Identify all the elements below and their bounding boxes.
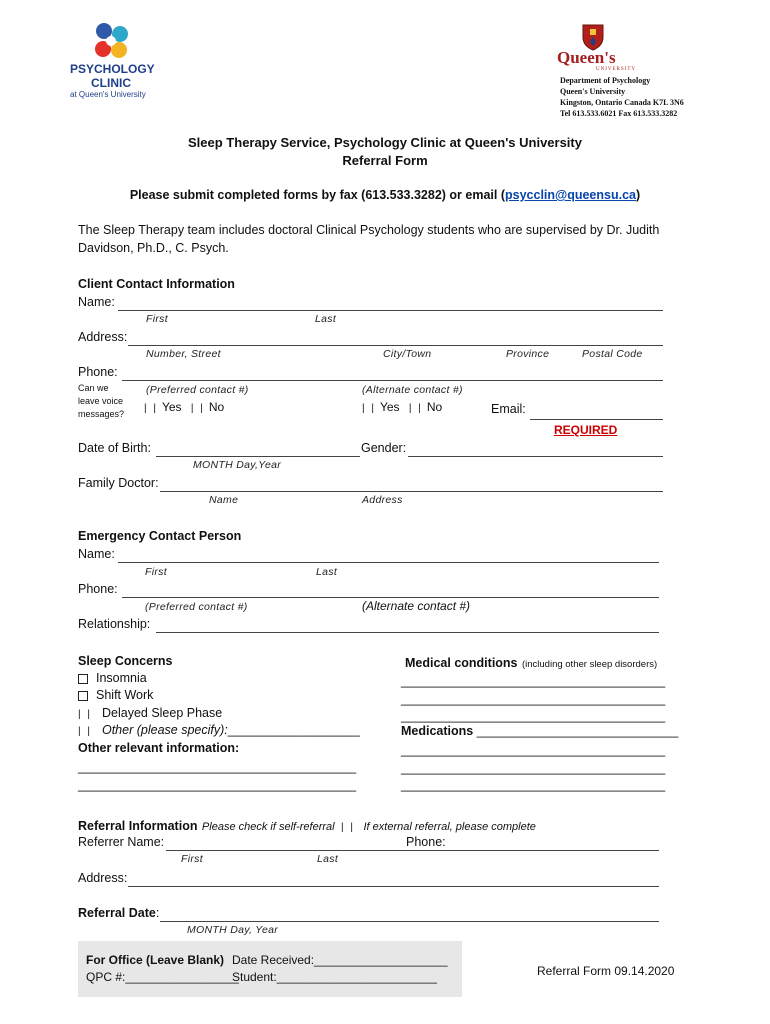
email-label: Email: bbox=[491, 402, 526, 416]
intro-line2: Davidson, Ph.D., C. Psych. bbox=[78, 241, 229, 255]
alternate-voice-options bbox=[362, 400, 442, 414]
email-field[interactable] bbox=[530, 419, 663, 420]
required-note: REQUIRED bbox=[554, 423, 618, 437]
other-checkbox[interactable]: | | bbox=[78, 726, 92, 737]
gender-field[interactable] bbox=[408, 456, 663, 457]
family-doctor-label: Family Doctor: bbox=[78, 476, 159, 490]
client-address-label: Address: bbox=[78, 330, 128, 344]
intro-line1: The Sleep Therapy team includes doctoral Clinical Psychology students who are supervised by Dr. Judith bbox=[78, 223, 660, 237]
voice-line1: Can we bbox=[78, 383, 109, 393]
referral-date-colon: : bbox=[155, 906, 160, 920]
other-label: Other (please specify): bbox=[101, 723, 228, 737]
yes-label: Yes bbox=[161, 400, 182, 414]
relationship-field[interactable] bbox=[156, 632, 659, 633]
dept-line2: Queen's University bbox=[560, 87, 626, 96]
dept-line3: Kingston, Ontario Canada K7L 3N6 bbox=[560, 98, 684, 107]
shift-work-option[interactable] bbox=[78, 688, 153, 702]
queens-wordmark: Queen's bbox=[557, 48, 616, 67]
referrer-address-label: Address: bbox=[78, 871, 128, 885]
clinic-logo-line3: at Queen's University bbox=[70, 90, 146, 99]
form-subtitle: Referral Form bbox=[342, 153, 428, 168]
clinic-logo-line1: PSYCHOLOGY bbox=[70, 62, 155, 76]
delayed-sleep-option[interactable] bbox=[78, 706, 222, 720]
client-heading: Client Contact Information bbox=[78, 277, 235, 291]
city-town-hint: City/Town bbox=[383, 348, 432, 360]
medications-field[interactable]: _____________________________ bbox=[476, 724, 679, 738]
student-row bbox=[232, 970, 437, 984]
insomnia-label: Insomnia bbox=[96, 671, 147, 685]
alt-yes-checkbox[interactable]: | | bbox=[362, 403, 376, 414]
other-info-label: Other relevant information: bbox=[78, 741, 240, 755]
doctor-address-hint: Address bbox=[362, 494, 403, 506]
medications-line1[interactable]: ______________________________________ bbox=[401, 743, 666, 757]
emergency-first-hint: First bbox=[145, 566, 167, 578]
medical-heading-text: Medical conditions bbox=[405, 656, 518, 670]
medical-line3[interactable]: ______________________________________ bbox=[401, 709, 666, 723]
preferred-voice-options bbox=[144, 400, 224, 414]
queens-crest-icon bbox=[581, 23, 605, 51]
medical-line2[interactable]: ______________________________________ bbox=[401, 692, 666, 706]
doctor-name-hint: Name bbox=[209, 494, 239, 506]
emergency-heading: Emergency Contact Person bbox=[78, 529, 242, 543]
sleep-concerns-heading: Sleep Concerns bbox=[78, 654, 173, 668]
client-phone-field[interactable] bbox=[122, 380, 663, 381]
referral-heading-row bbox=[78, 817, 536, 835]
medications-label: Medications bbox=[401, 724, 474, 738]
dob-field[interactable] bbox=[156, 456, 360, 457]
referrer-address-field[interactable] bbox=[128, 886, 659, 887]
alt-no-checkbox[interactable]: | | bbox=[408, 403, 423, 414]
external-referral-note: If external referral, please complete bbox=[363, 821, 536, 833]
preferred-contact-hint: (Preferred contact #) bbox=[146, 384, 249, 396]
client-last-hint: Last bbox=[315, 313, 337, 325]
voice-line2: leave voice bbox=[78, 396, 124, 406]
self-referral-note: Please check if self-referral bbox=[201, 821, 335, 833]
client-phone-label: Phone: bbox=[78, 365, 118, 379]
medical-line1[interactable]: ______________________________________ bbox=[401, 674, 666, 688]
alt-no-label: No bbox=[426, 400, 443, 414]
emergency-name-field[interactable] bbox=[118, 562, 659, 563]
queens-university-small: UNIVERSITY bbox=[596, 67, 636, 72]
shift-work-label: Shift Work bbox=[96, 688, 154, 702]
shift-work-checkbox[interactable] bbox=[78, 691, 88, 701]
referral-date-format-hint: MONTH Day, Year bbox=[187, 924, 279, 936]
qpc-row bbox=[86, 970, 239, 984]
client-address-field[interactable] bbox=[128, 345, 663, 346]
no-checkbox[interactable]: | | bbox=[190, 403, 205, 414]
other-info-line1[interactable]: ________________________________________ bbox=[78, 760, 357, 774]
emergency-name-label: Name: bbox=[78, 547, 115, 561]
relationship-label: Relationship: bbox=[78, 617, 151, 631]
postal-code-hint: Postal Code bbox=[582, 348, 643, 360]
alt-yes-label: Yes bbox=[379, 400, 400, 414]
referral-date-label: Referral Date bbox=[78, 906, 156, 920]
referrer-last-hint: Last bbox=[317, 853, 339, 865]
medications-row bbox=[401, 724, 678, 738]
email-link[interactable]: psycclin@queensu.ca bbox=[505, 188, 636, 202]
clinic-logo-icon bbox=[90, 20, 132, 62]
medical-conditions-heading bbox=[405, 654, 657, 672]
client-name-field[interactable] bbox=[118, 310, 663, 311]
referral-heading: Referral Information bbox=[78, 819, 198, 833]
insomnia-checkbox[interactable] bbox=[78, 674, 88, 684]
clinic-logo-line2: CLINIC bbox=[91, 76, 131, 90]
referrer-phone-label: Phone: bbox=[406, 835, 446, 849]
province-hint: Province bbox=[506, 348, 550, 360]
department-address bbox=[560, 75, 684, 119]
student-label: Student: bbox=[232, 970, 277, 984]
submit-prefix: Please submit completed forms by fax (613.533.3282) or email ( bbox=[129, 188, 505, 202]
emergency-phone-field[interactable] bbox=[122, 597, 659, 598]
form-title: Sleep Therapy Service, Psychology Clinic at Queen's University bbox=[188, 135, 582, 150]
date-received-label: Date Received: bbox=[232, 953, 315, 967]
emergency-last-hint: Last bbox=[316, 566, 338, 578]
insomnia-option[interactable] bbox=[78, 671, 147, 685]
emergency-preferred-hint: (Preferred contact #) bbox=[145, 601, 248, 613]
office-title: For Office (Leave Blank) bbox=[86, 953, 225, 967]
number-street-hint: Number, Street bbox=[146, 348, 221, 360]
yes-checkbox[interactable]: | | bbox=[144, 403, 158, 414]
referrer-first-hint: First bbox=[181, 853, 203, 865]
alternate-contact-hint: (Alternate contact #) bbox=[362, 384, 463, 396]
office-use-box bbox=[78, 941, 462, 997]
referrer-name-label: Referrer Name: bbox=[78, 835, 165, 849]
dob-label: Date of Birth: bbox=[78, 441, 151, 455]
referral-date-row bbox=[78, 906, 159, 920]
submit-suffix: ) bbox=[636, 188, 641, 202]
other-info-line2[interactable]: ________________________________________ bbox=[78, 778, 357, 792]
other-specify-field[interactable]: ___________________ bbox=[227, 723, 360, 737]
delayed-sleep-label: Delayed Sleep Phase bbox=[101, 706, 223, 720]
gender-label: Gender: bbox=[361, 441, 407, 455]
qpc-label: QPC #: bbox=[86, 970, 126, 984]
medications-line2[interactable]: ______________________________________ bbox=[401, 761, 666, 775]
self-referral-checkbox[interactable]: | | bbox=[341, 822, 356, 833]
dept-line1: Department of Psychology bbox=[560, 76, 651, 85]
delayed-sleep-checkbox[interactable]: | | bbox=[78, 709, 92, 720]
other-option[interactable] bbox=[78, 723, 360, 737]
client-first-hint: First bbox=[146, 313, 168, 325]
dept-line4: Tel 613.533.6021 Fax 613.533.3282 bbox=[560, 109, 678, 118]
qpc-field[interactable]: _________________ bbox=[125, 970, 239, 984]
student-field[interactable]: ________________________ bbox=[276, 970, 437, 984]
voice-line3: messages? bbox=[78, 409, 125, 419]
referrer-field[interactable] bbox=[166, 850, 659, 851]
emergency-alternate-hint: (Alternate contact #) bbox=[362, 599, 471, 613]
emergency-phone-label: Phone: bbox=[78, 582, 118, 596]
no-label: No bbox=[208, 400, 225, 414]
client-name-label: Name: bbox=[78, 295, 115, 309]
form-version: Referral Form 09.14.2020 bbox=[537, 964, 675, 978]
family-doctor-field[interactable] bbox=[160, 491, 663, 492]
dob-format-hint: MONTH Day,Year bbox=[193, 459, 282, 471]
submit-instructions bbox=[0, 188, 770, 202]
referral-date-field[interactable] bbox=[160, 921, 659, 922]
voice-message-question bbox=[78, 382, 124, 421]
date-received-row bbox=[232, 953, 448, 967]
date-received-field[interactable]: ____________________ bbox=[314, 953, 448, 967]
medical-note: (including other sleep disorders) bbox=[521, 659, 658, 670]
medications-line3[interactable]: ______________________________________ bbox=[401, 778, 666, 792]
